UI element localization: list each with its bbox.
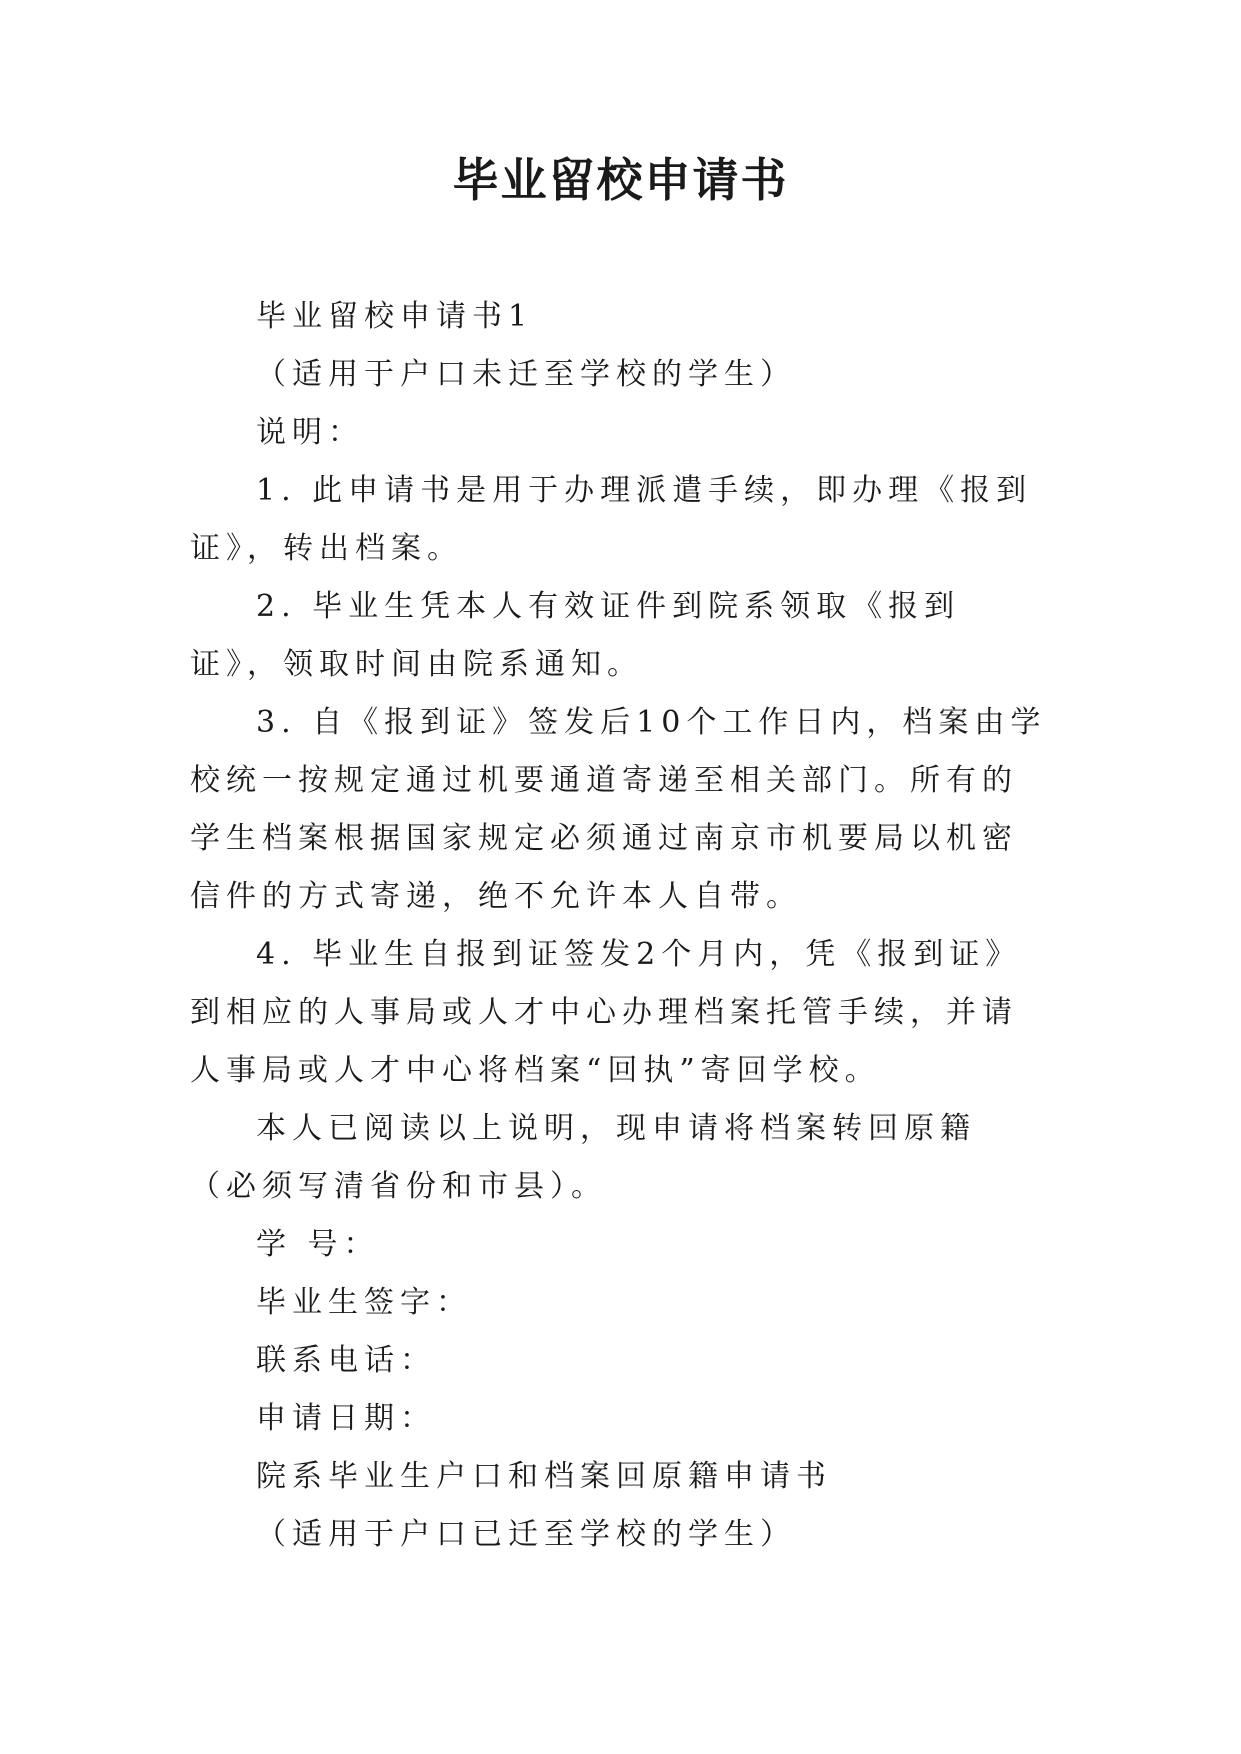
phone-field: 联系电话：: [256, 1343, 436, 1378]
student-id-field: 学 号：: [256, 1227, 380, 1262]
declaration-paragraph: 本人已阅读以上说明，现申请将档案转回原籍 （必须写清省份和市县）。: [190, 1111, 976, 1204]
instruction-item-1: 1. 此申请书是用于办理派遣手续，即办理《报到证》，转出档案。: [190, 473, 1033, 566]
second-form-title: 院系毕业生户口和档案回原籍申请书: [256, 1459, 832, 1494]
signature-field: 毕业生签字：: [256, 1285, 472, 1320]
subtitle-paragraph: 毕业留校申请书1: [256, 299, 534, 334]
document-body: [190, 288, 1050, 1564]
instructions-heading: 说明：: [256, 415, 364, 450]
applicability-note: （适用于户口未迁至学校的学生）: [256, 357, 796, 392]
instruction-item-3: 3. 自《报到证》签发后10个工作日内，档案由学校统一按规定通过机要通道寄递至相关部门。所有的学生档案根据国家规定必须通过南京市机要局以机密信件的方式寄递，绝不允许本人自带。: [190, 705, 1047, 914]
date-field: 申请日期：: [256, 1401, 436, 1436]
instruction-item-2: 2. 毕业生凭本人有效证件到院系领取《报到证》，领取时间由院系通知。: [190, 589, 961, 682]
second-form-note: （适用于户口已迁至学校的学生）: [256, 1517, 796, 1552]
instruction-item-4: 4. 毕业生自报到证签发2个月内，凭《报到证》到相应的人事局或人才中心办理档案托管手续，并请人事局或人才中心将档案“回执”寄回学校。: [190, 937, 1022, 1088]
document-title: 毕业留校申请书: [452, 153, 789, 207]
